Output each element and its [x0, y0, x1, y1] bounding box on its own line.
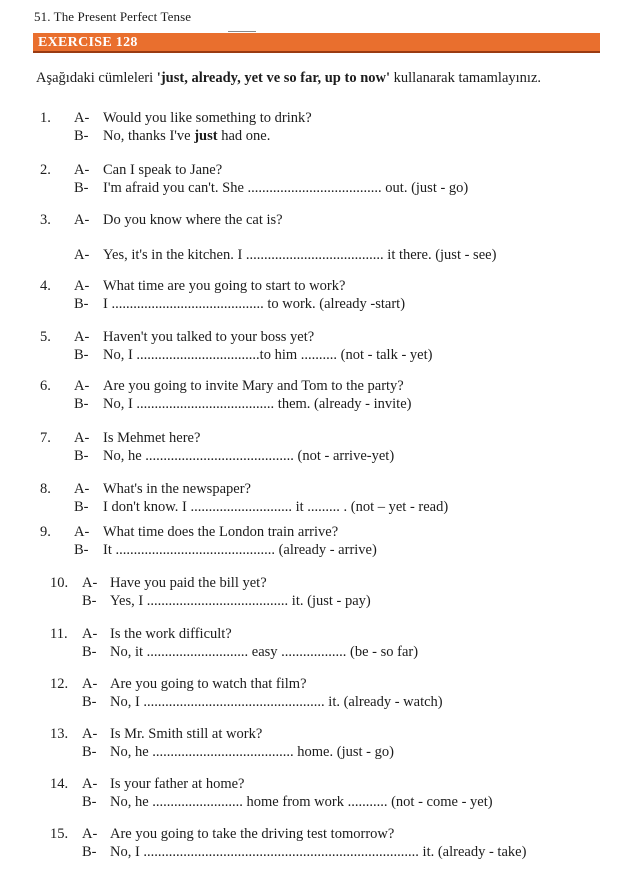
- item-number: 15.: [50, 826, 69, 842]
- item-number: 9.: [40, 524, 51, 540]
- speaker-label: B-: [74, 180, 89, 196]
- dialogue-line: [0, 110, 637, 128]
- dialogue-line: [0, 296, 637, 314]
- dialogue-text: No, he ......................... home from work ........... (not - come - yet): [110, 794, 493, 810]
- dialogue-line: [0, 644, 637, 662]
- dialogue-text: Do you know where the cat is?: [103, 212, 283, 228]
- speaker-label: A-: [74, 378, 90, 394]
- speaker-label: B-: [82, 694, 97, 710]
- speaker-label: B-: [74, 542, 89, 558]
- item-number: 13.: [50, 726, 69, 742]
- dialogue-text: What time does the London train arrive?: [103, 524, 339, 540]
- exercise-item: [0, 430, 637, 466]
- speaker-label: A-: [74, 212, 90, 228]
- speaker-label: B-: [74, 448, 89, 464]
- instruction: [36, 70, 541, 87]
- dialogue-text: It ............................................ (already - arrive): [103, 542, 377, 558]
- dialogue-line: [0, 448, 637, 466]
- exercise-item: [0, 110, 637, 146]
- dialogue-line: [0, 180, 637, 198]
- exercise-item: [0, 626, 637, 662]
- exercise-item: [0, 378, 637, 414]
- speaker-label: B-: [82, 593, 97, 609]
- dialogue-text: Yes, I ....................................... it. (just - pay): [110, 593, 371, 609]
- dialogue-text: Would you like something to drink?: [103, 110, 312, 126]
- exercise-item: [0, 481, 637, 517]
- dialogue-text: No, I ............................................................................ it. (already - take): [110, 844, 527, 860]
- exercise-title-bar: EXERCISE 128: [33, 33, 600, 53]
- item-number: 12.: [50, 676, 69, 692]
- speaker-label: A-: [82, 676, 98, 692]
- dialogue-line: [0, 347, 637, 365]
- exercise-item: [0, 524, 637, 560]
- instruction-suffix: kullanarak tamamlayınız.: [390, 70, 541, 86]
- item-number: 2.: [40, 162, 51, 178]
- speaker-label: A-: [82, 776, 98, 792]
- item-number: 11.: [50, 626, 68, 642]
- dialogue-text: Is Mr. Smith still at work?: [110, 726, 263, 742]
- item-number: 1.: [40, 110, 51, 126]
- dialogue-text: No, it ............................ easy .................. (be - so far): [110, 644, 419, 660]
- dialogue-line: [0, 726, 637, 744]
- dialogue-line: [0, 844, 637, 862]
- dialogue-line: [0, 481, 637, 499]
- dialogue-text-part: No, thanks I've: [103, 128, 195, 144]
- dialogue-line: [0, 694, 637, 712]
- speaker-label: B-: [82, 744, 97, 760]
- dialogue-line: [0, 247, 637, 265]
- dialogue-line: [0, 128, 637, 146]
- dialogue-line: [0, 212, 637, 230]
- dialogue-text: What time are you going to start to work?: [103, 278, 346, 294]
- exercise-item: [0, 278, 637, 314]
- exercise-item: [0, 329, 637, 365]
- dialogue-line: [0, 776, 637, 794]
- dialogue-text: I'm afraid you can't. She ..................................... out. (just - go): [103, 180, 469, 196]
- exercise-item: [0, 162, 637, 198]
- dialogue-text: Are you going to watch that film?: [110, 676, 307, 692]
- dialogue-line: [0, 278, 637, 296]
- header-underline: [228, 31, 256, 32]
- item-number: 7.: [40, 430, 51, 446]
- speaker-label: A-: [74, 247, 90, 263]
- dialogue-line: [0, 626, 637, 644]
- dialogue-line: [0, 542, 637, 560]
- item-number: 10.: [50, 575, 69, 591]
- dialogue-text: No, I .................................................. it. (already - watch): [110, 694, 443, 710]
- item-number: 8.: [40, 481, 51, 497]
- dialogue-line: [0, 575, 637, 593]
- exercise-item: [0, 212, 637, 265]
- dialogue-line: [0, 430, 637, 448]
- dialogue-text: Are you going to take the driving test tomorrow?: [110, 826, 395, 842]
- dialogue-text: I don't know. I ............................ it ......... . (not – yet - read): [103, 499, 449, 515]
- page-header: 51. The Present Perfect Tense: [34, 9, 192, 24]
- item-number: 6.: [40, 378, 51, 394]
- speaker-label: A-: [74, 481, 90, 497]
- dialogue-text: Haven't you talked to your boss yet?: [103, 329, 315, 345]
- exercise-item: [0, 826, 637, 862]
- dialogue-text: Is Mehmet here?: [103, 430, 201, 446]
- dialogue-text: No, he ....................................... home. (just - go): [110, 744, 394, 760]
- speaker-label: A-: [82, 726, 98, 742]
- dialogue-text: [103, 128, 270, 145]
- instruction-keywords: 'just, already, yet ve so far, up to now': [156, 70, 391, 86]
- dialogue-text: What's in the newspaper?: [103, 481, 251, 497]
- exercise-item: [0, 776, 637, 812]
- speaker-label: A-: [82, 626, 98, 642]
- dialogue-line: [0, 593, 637, 611]
- speaker-label: A-: [82, 826, 98, 842]
- dialogue-line: [0, 744, 637, 762]
- dialogue-line: [0, 826, 637, 844]
- speaker-label: B-: [82, 794, 97, 810]
- item-number: 5.: [40, 329, 51, 345]
- speaker-label: A-: [74, 162, 90, 178]
- instruction-prefix: Aşağıdaki cümleleri: [36, 70, 157, 86]
- dialogue-line: [0, 499, 637, 517]
- speaker-label: B-: [82, 844, 97, 860]
- dialogue-text: Are you going to invite Mary and Tom to the party?: [103, 378, 404, 394]
- speaker-label: A-: [74, 110, 90, 126]
- dialogue-line: [0, 329, 637, 347]
- dialogue-text: I .......................................... to work. (already -start): [103, 296, 406, 312]
- exercise-item: [0, 726, 637, 762]
- dialogue-line: [0, 524, 637, 542]
- speaker-label: B-: [82, 644, 97, 660]
- dialogue-text: No, I ...................................... them. (already - invite): [103, 396, 412, 412]
- dialogue-text: Yes, it's in the kitchen. I ...................................... it there. (just - see): [103, 247, 497, 263]
- dialogue-text-part: had one.: [217, 128, 271, 144]
- dialogue-text: No, he ......................................... (not - arrive-yet): [103, 448, 395, 464]
- speaker-label: A-: [74, 524, 90, 540]
- dialogue-text: No, I ..................................to him .......... (not - talk - yet): [103, 347, 433, 363]
- item-number: 14.: [50, 776, 69, 792]
- dialogue-line: [0, 396, 637, 414]
- speaker-label: A-: [82, 575, 98, 591]
- speaker-label: B-: [74, 499, 89, 515]
- dialogue-text: Is your father at home?: [110, 776, 245, 792]
- dialogue-line: [0, 676, 637, 694]
- speaker-label: B-: [74, 347, 89, 363]
- item-number: 4.: [40, 278, 51, 294]
- dialogue-text-emphasis: just: [194, 128, 218, 144]
- exercise-item: [0, 676, 637, 712]
- item-number: 3.: [40, 212, 51, 228]
- speaker-label: B-: [74, 296, 89, 312]
- dialogue-text: Is the work difficult?: [110, 626, 232, 642]
- dialogue-line: [0, 162, 637, 180]
- speaker-label: A-: [74, 278, 90, 294]
- exercise-item: [0, 575, 637, 611]
- speaker-label: B-: [74, 128, 89, 144]
- speaker-label: A-: [74, 430, 90, 446]
- dialogue-text: Can I speak to Jane?: [103, 162, 223, 178]
- speaker-label: B-: [74, 396, 89, 412]
- dialogue-line: [0, 378, 637, 396]
- dialogue-text: Have you paid the bill yet?: [110, 575, 267, 591]
- speaker-label: A-: [74, 329, 90, 345]
- dialogue-line: [0, 794, 637, 812]
